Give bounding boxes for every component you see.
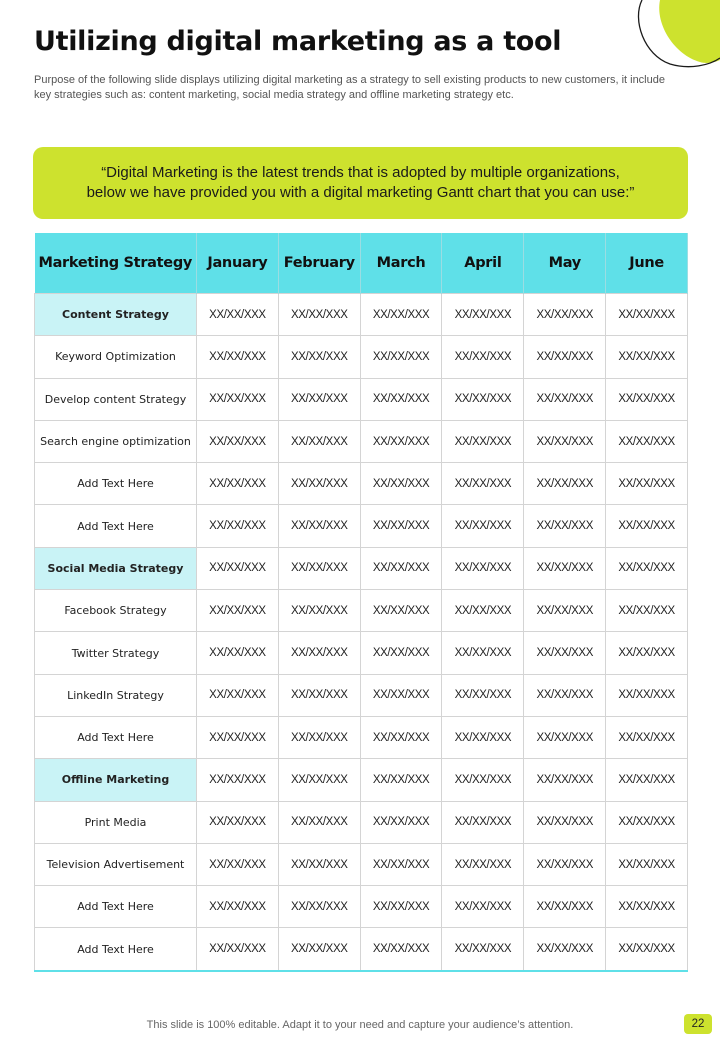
date-cell: XX/XX/XXX <box>606 336 688 378</box>
table-row <box>35 378 688 420</box>
date-cell: XX/XX/XXX <box>360 928 442 971</box>
date-cell: XX/XX/XXX <box>606 547 688 589</box>
date-cell: XX/XX/XXX <box>197 294 279 336</box>
table-row <box>35 843 688 885</box>
row-label: Keyword Optimization <box>35 336 197 378</box>
table-row <box>35 674 688 716</box>
date-cell: XX/XX/XXX <box>197 886 279 928</box>
date-cell: XX/XX/XXX <box>606 928 688 971</box>
date-cell: XX/XX/XXX <box>524 505 606 547</box>
date-cell: XX/XX/XXX <box>278 547 360 589</box>
date-cell: XX/XX/XXX <box>278 336 360 378</box>
date-cell: XX/XX/XXX <box>197 463 279 505</box>
date-cell: XX/XX/XXX <box>197 590 279 632</box>
table-row <box>35 336 688 378</box>
date-cell: XX/XX/XXX <box>524 547 606 589</box>
date-cell: XX/XX/XXX <box>606 674 688 716</box>
date-cell: XX/XX/XXX <box>442 420 524 462</box>
date-cell: XX/XX/XXX <box>197 632 279 674</box>
date-cell: XX/XX/XXX <box>524 843 606 885</box>
page-subtitle: Purpose of the following slide displays utilizing digital marketing as a strategy to sell existing products to new customers, it include key strategies such as: content marketing, social media strategy and offline marketing strategy etc. <box>34 74 665 101</box>
date-cell: XX/XX/XXX <box>278 463 360 505</box>
date-cell: XX/XX/XXX <box>278 801 360 843</box>
header-cell: February <box>278 233 360 294</box>
row-label: Add Text Here <box>35 886 197 928</box>
date-cell: XX/XX/XXX <box>606 801 688 843</box>
date-cell: XX/XX/XXX <box>197 336 279 378</box>
date-cell: XX/XX/XXX <box>197 716 279 758</box>
date-cell: XX/XX/XXX <box>360 886 442 928</box>
date-cell: XX/XX/XXX <box>278 886 360 928</box>
date-cell: XX/XX/XXX <box>197 843 279 885</box>
date-cell: XX/XX/XXX <box>360 378 442 420</box>
row-label: Print Media <box>35 801 197 843</box>
date-cell: XX/XX/XXX <box>278 590 360 632</box>
date-cell: XX/XX/XXX <box>524 674 606 716</box>
date-cell: XX/XX/XXX <box>606 378 688 420</box>
date-cell: XX/XX/XXX <box>278 928 360 971</box>
category-row <box>35 547 688 589</box>
corner-decoration <box>630 0 720 80</box>
header-cell: June <box>606 233 688 294</box>
date-cell: XX/XX/XXX <box>442 843 524 885</box>
category-label: Social Media Strategy <box>35 547 197 589</box>
date-cell: XX/XX/XXX <box>524 716 606 758</box>
date-cell: XX/XX/XXX <box>606 886 688 928</box>
table-row <box>35 801 688 843</box>
header-cell: May <box>524 233 606 294</box>
date-cell: XX/XX/XXX <box>197 928 279 971</box>
date-cell: XX/XX/XXX <box>197 759 279 801</box>
quote-line-1: “Digital Marketing is the latest trends that is adopted by multiple organizations, <box>101 164 620 181</box>
date-cell: XX/XX/XXX <box>278 505 360 547</box>
date-cell: XX/XX/XXX <box>524 294 606 336</box>
date-cell: XX/XX/XXX <box>197 801 279 843</box>
table-row <box>35 886 688 928</box>
date-cell: XX/XX/XXX <box>442 505 524 547</box>
row-label: Add Text Here <box>35 928 197 971</box>
date-cell: XX/XX/XXX <box>606 590 688 632</box>
date-cell: XX/XX/XXX <box>278 294 360 336</box>
date-cell: XX/XX/XXX <box>524 590 606 632</box>
date-cell: XX/XX/XXX <box>442 716 524 758</box>
date-cell: XX/XX/XXX <box>278 716 360 758</box>
date-cell: XX/XX/XXX <box>278 759 360 801</box>
date-cell: XX/XX/XXX <box>278 378 360 420</box>
row-label: Twitter Strategy <box>35 632 197 674</box>
date-cell: XX/XX/XXX <box>197 505 279 547</box>
date-cell: XX/XX/XXX <box>606 294 688 336</box>
date-cell: XX/XX/XXX <box>278 843 360 885</box>
date-cell: XX/XX/XXX <box>442 632 524 674</box>
date-cell: XX/XX/XXX <box>278 420 360 462</box>
table-row <box>35 420 688 462</box>
date-cell: XX/XX/XXX <box>360 547 442 589</box>
date-cell: XX/XX/XXX <box>606 843 688 885</box>
table-row <box>35 463 688 505</box>
table-header-row <box>35 233 688 294</box>
gantt-table <box>34 233 688 972</box>
quote-box <box>33 147 688 219</box>
row-label: Facebook Strategy <box>35 590 197 632</box>
date-cell: XX/XX/XXX <box>197 547 279 589</box>
row-label: Add Text Here <box>35 716 197 758</box>
date-cell: XX/XX/XXX <box>606 759 688 801</box>
row-label: LinkedIn Strategy <box>35 674 197 716</box>
date-cell: XX/XX/XXX <box>360 294 442 336</box>
table-row <box>35 928 688 971</box>
category-row <box>35 294 688 336</box>
date-cell: XX/XX/XXX <box>524 886 606 928</box>
page-number: 22 <box>684 1014 712 1034</box>
row-label: Television Advertisement <box>35 843 197 885</box>
date-cell: XX/XX/XXX <box>606 632 688 674</box>
category-row <box>35 759 688 801</box>
date-cell: XX/XX/XXX <box>524 928 606 971</box>
header-cell: April <box>442 233 524 294</box>
date-cell: XX/XX/XXX <box>442 590 524 632</box>
date-cell: XX/XX/XXX <box>442 759 524 801</box>
date-cell: XX/XX/XXX <box>442 928 524 971</box>
date-cell: XX/XX/XXX <box>360 801 442 843</box>
table-row <box>35 505 688 547</box>
date-cell: XX/XX/XXX <box>278 674 360 716</box>
table-row <box>35 632 688 674</box>
page-title: Utilizing digital marketing as a tool <box>34 26 562 57</box>
date-cell: XX/XX/XXX <box>442 801 524 843</box>
table-row <box>35 716 688 758</box>
row-label: Add Text Here <box>35 463 197 505</box>
row-label: Develop content Strategy <box>35 378 197 420</box>
footer-note: This slide is 100% editable. Adapt it to your need and capture your audience’s attention. <box>146 1019 574 1031</box>
date-cell: XX/XX/XXX <box>524 801 606 843</box>
date-cell: XX/XX/XXX <box>360 759 442 801</box>
date-cell: XX/XX/XXX <box>442 463 524 505</box>
date-cell: XX/XX/XXX <box>360 632 442 674</box>
table-row <box>35 590 688 632</box>
row-label: Add Text Here <box>35 505 197 547</box>
header-cell: January <box>197 233 279 294</box>
date-cell: XX/XX/XXX <box>360 590 442 632</box>
date-cell: XX/XX/XXX <box>197 674 279 716</box>
header-cell: March <box>360 233 442 294</box>
category-label: Offline Marketing <box>35 759 197 801</box>
date-cell: XX/XX/XXX <box>524 378 606 420</box>
date-cell: XX/XX/XXX <box>360 463 442 505</box>
date-cell: XX/XX/XXX <box>278 632 360 674</box>
row-label: Search engine optimization <box>35 420 197 462</box>
quote-line-2: below we have provided you with a digital marketing Gantt chart that you can use:” <box>86 184 635 201</box>
date-cell: XX/XX/XXX <box>360 420 442 462</box>
date-cell: XX/XX/XXX <box>606 716 688 758</box>
date-cell: XX/XX/XXX <box>606 505 688 547</box>
date-cell: XX/XX/XXX <box>524 420 606 462</box>
date-cell: XX/XX/XXX <box>442 294 524 336</box>
date-cell: XX/XX/XXX <box>197 420 279 462</box>
date-cell: XX/XX/XXX <box>524 632 606 674</box>
date-cell: XX/XX/XXX <box>360 674 442 716</box>
date-cell: XX/XX/XXX <box>442 674 524 716</box>
date-cell: XX/XX/XXX <box>360 336 442 378</box>
header-cell: Marketing Strategy <box>35 233 197 294</box>
date-cell: XX/XX/XXX <box>442 378 524 420</box>
date-cell: XX/XX/XXX <box>360 505 442 547</box>
date-cell: XX/XX/XXX <box>606 463 688 505</box>
date-cell: XX/XX/XXX <box>524 336 606 378</box>
date-cell: XX/XX/XXX <box>442 547 524 589</box>
date-cell: XX/XX/XXX <box>197 378 279 420</box>
category-label: Content Strategy <box>35 294 197 336</box>
date-cell: XX/XX/XXX <box>360 716 442 758</box>
date-cell: XX/XX/XXX <box>442 886 524 928</box>
date-cell: XX/XX/XXX <box>606 420 688 462</box>
date-cell: XX/XX/XXX <box>524 463 606 505</box>
date-cell: XX/XX/XXX <box>442 336 524 378</box>
date-cell: XX/XX/XXX <box>524 759 606 801</box>
date-cell: XX/XX/XXX <box>360 843 442 885</box>
